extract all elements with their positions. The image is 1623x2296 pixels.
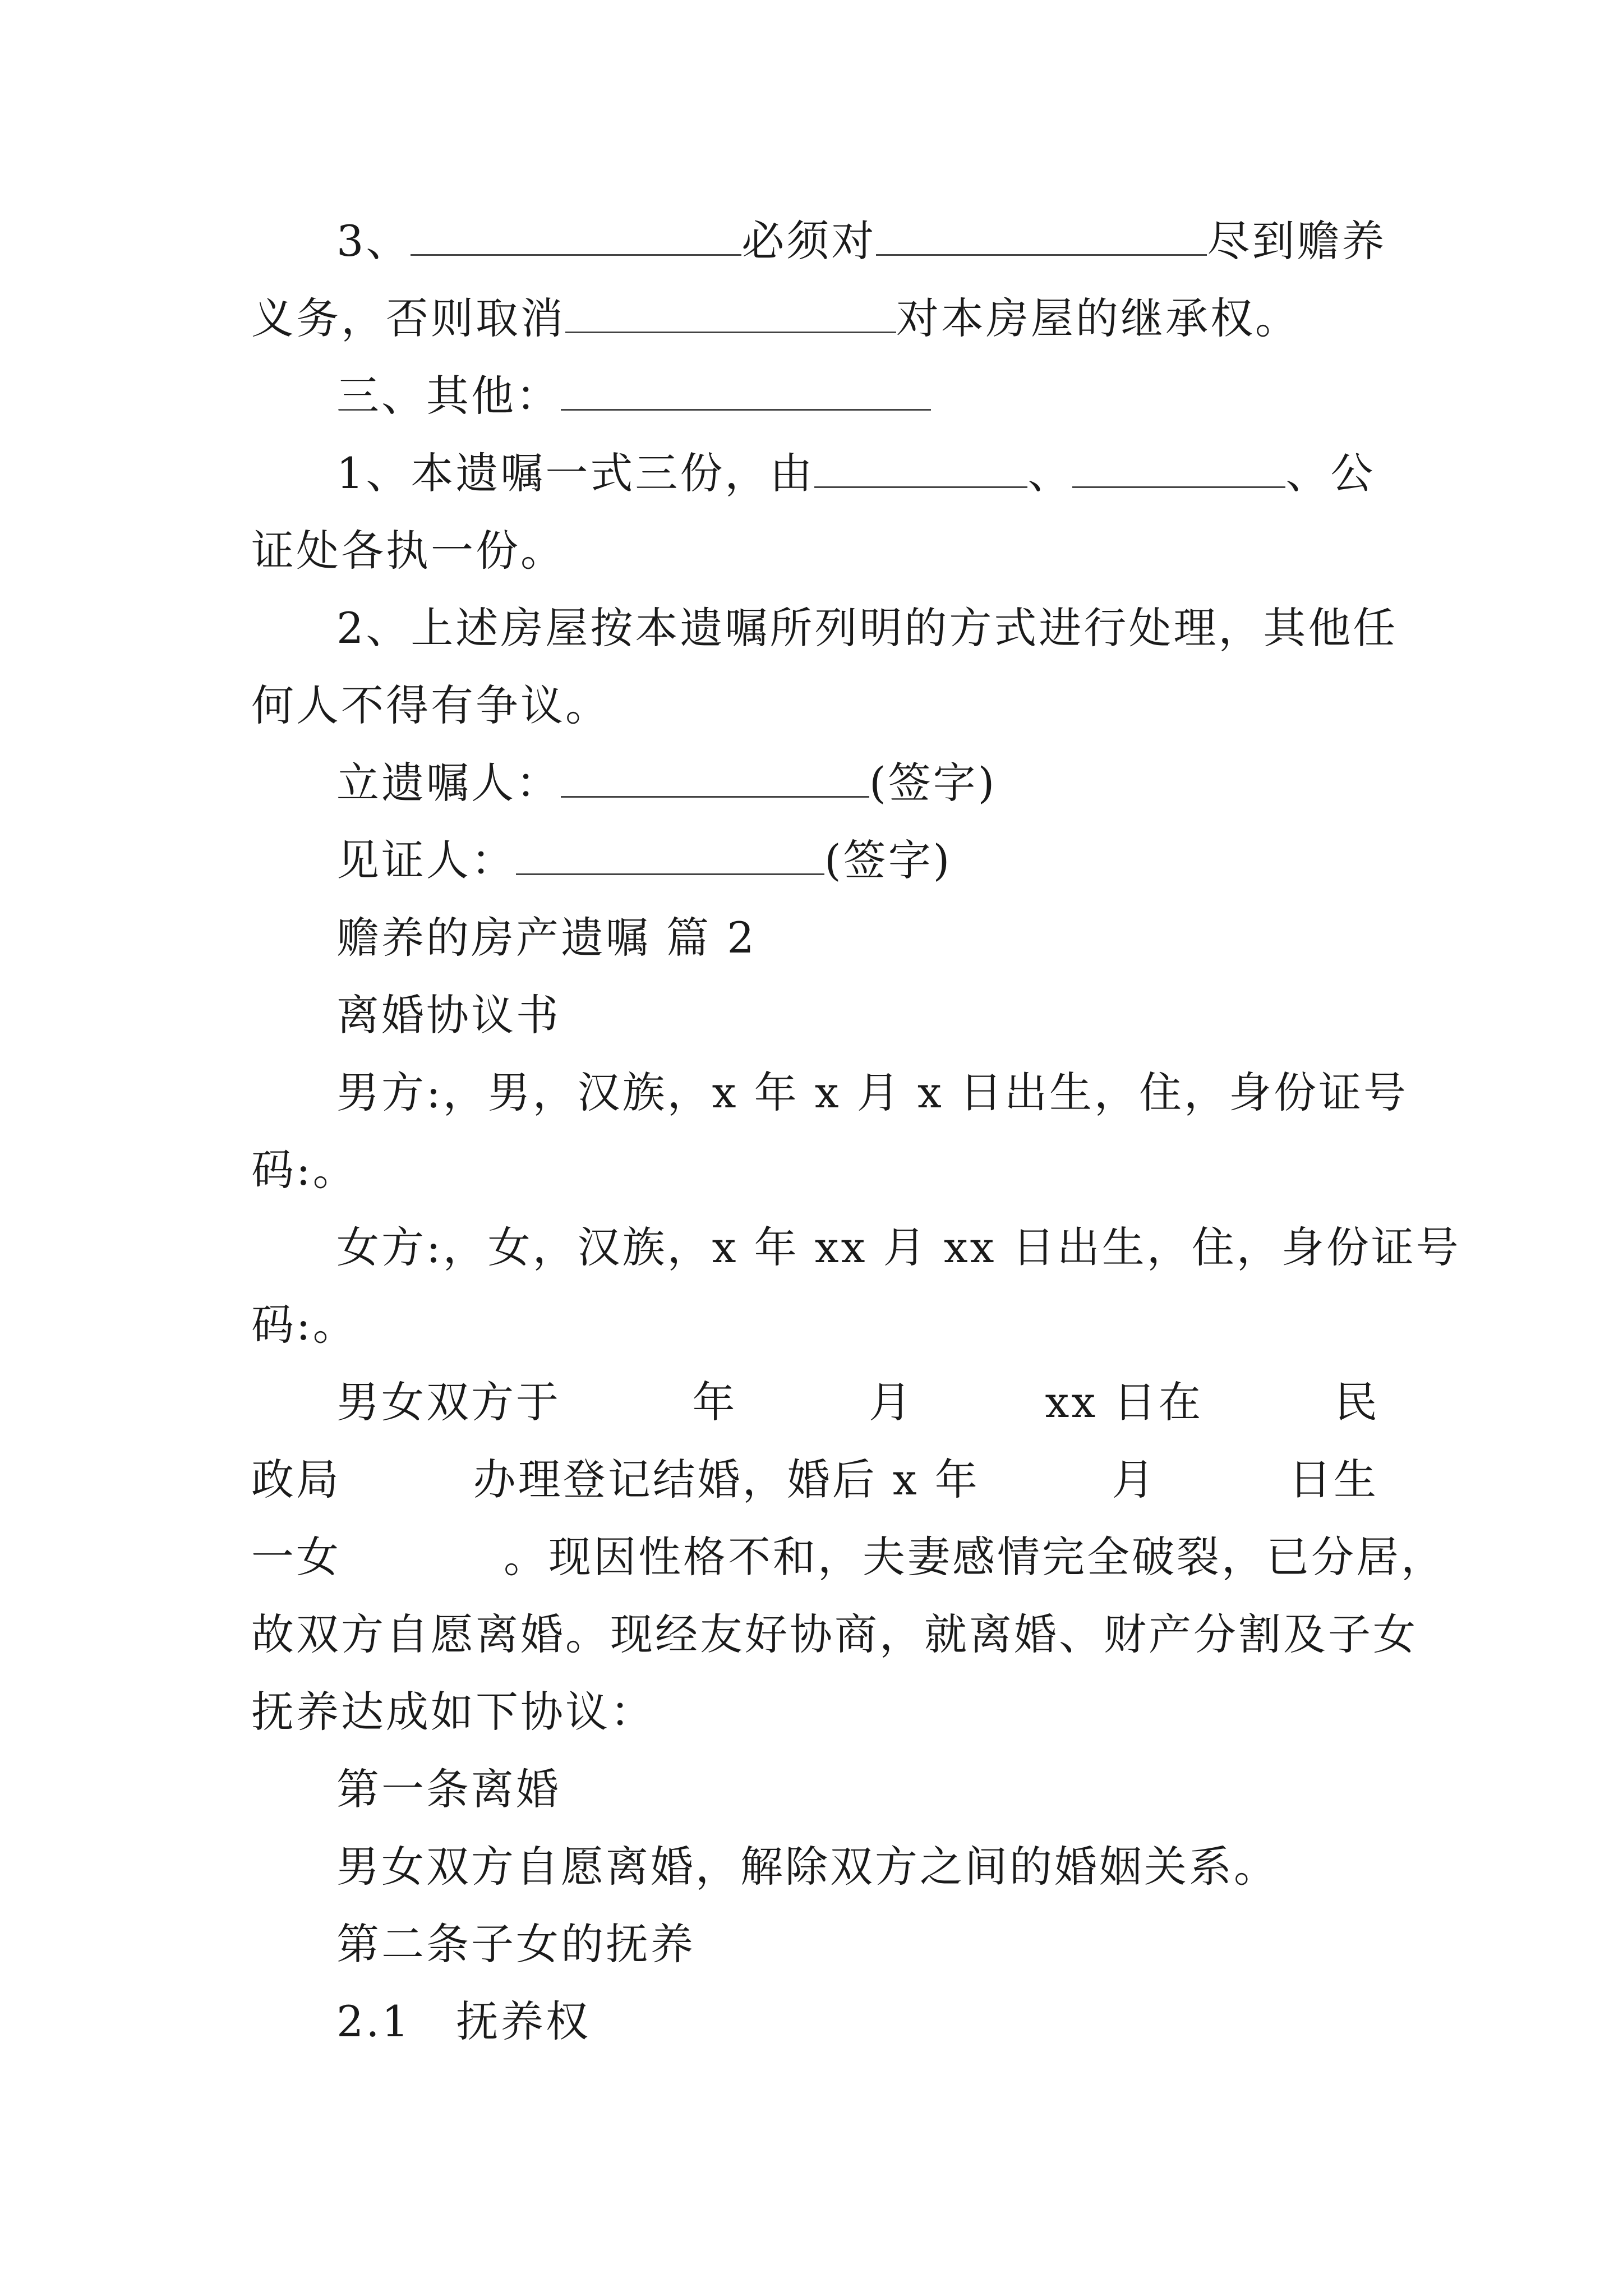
article1-title: 第一条离婚 [336,1764,561,1814]
section2-title: 赡养的房产遗嘱 篇 2 [336,913,757,963]
item1-end: 、公 [1285,448,1376,498]
item3-line2-b: 对本房屋的继承权。 [896,293,1300,343]
blank-heir-name [411,217,741,256]
witness-line [336,832,952,889]
testator-sign: (签字) [869,758,997,808]
item1-a: 1、本遗嘱一式三份，由 [336,448,815,498]
blank-holder-2 [1072,449,1285,488]
para-line2 [251,1452,1378,1508]
blank-holder-1 [814,449,1027,488]
will-item1-line1 [336,445,1375,501]
will-item2-line2: 何人不得有争议。 [251,680,610,730]
para-line3 [251,1529,1446,1585]
para-line5: 抚养达成如下协议： [251,1687,655,1737]
blank-other [561,372,931,411]
para-l2-c: 月 [1112,1455,1157,1504]
will-item3-line2 [251,291,1300,347]
will-item2-line1: 2、上述房屋按本遗嘱所列明的方式进行处理，其他任 [336,603,1398,653]
witness-label: 见证人： [336,835,516,885]
witness-sign: (签字) [824,835,952,885]
testator-label: 立遗嘱人： [336,758,561,808]
item1-sep: 、 [1027,448,1073,498]
blank-supported-person [876,217,1207,256]
para-l1-d: xx 日在 [1045,1377,1204,1427]
article2-title: 第二条子女的抚养 [336,1919,695,1969]
para-line4: 故双方自愿离婚。现经友好协商，就离婚、财产分割及子女 [251,1609,1418,1659]
para-l1-a: 男女双方于 [336,1377,561,1427]
blank-testator-signature [561,759,869,798]
male-line2: 码:。 [251,1145,358,1195]
item3-end: 尽到赡养 [1207,216,1387,266]
agreement-title: 离婚协议书 [336,990,561,1040]
will-item1-line2: 证处各执一份。 [251,526,565,576]
will-item3-line1 [336,213,1386,269]
other-heading-line [336,368,931,424]
blank-witness-signature [516,836,824,875]
para-l2-b: 办理登记结婚，婚后 x 年 [473,1455,980,1504]
female-line1: 女方:，女，汉族，x 年 xx 月 xx 日出生，住，身份证号 [336,1222,1461,1272]
blank-revoked-heir [565,295,896,333]
testator-line [336,755,997,811]
item3-prefix: 3、 [336,216,411,266]
male-line1: 男方:，男，汉族，x 年 x 月 x 日出生，住，身份证号 [336,1068,1408,1117]
para-l3-b: 。现因性格不和，夫妻感情完全破裂，已分居， [504,1532,1446,1582]
para-l3-a: 一女 [251,1532,341,1582]
clause-2-1: 2.1 抚养权 [336,1996,591,2046]
para-l2-a: 政局 [251,1455,341,1504]
item3-line2-a: 义务，否则取消 [251,293,565,343]
other-heading: 三、其他： [336,371,561,421]
para-line1 [336,1374,1380,1430]
article1-text: 男女双方自愿离婚，解除双方之间的婚姻关系。 [336,1842,1279,1892]
female-line2: 码:。 [251,1300,358,1350]
item3-mid: 必须对 [741,216,877,266]
para-l2-d: 日生 [1288,1455,1378,1504]
para-l1-b: 年 [692,1377,737,1427]
para-l1-e: 民 [1334,1377,1380,1427]
para-l1-c: 月 [869,1377,914,1427]
